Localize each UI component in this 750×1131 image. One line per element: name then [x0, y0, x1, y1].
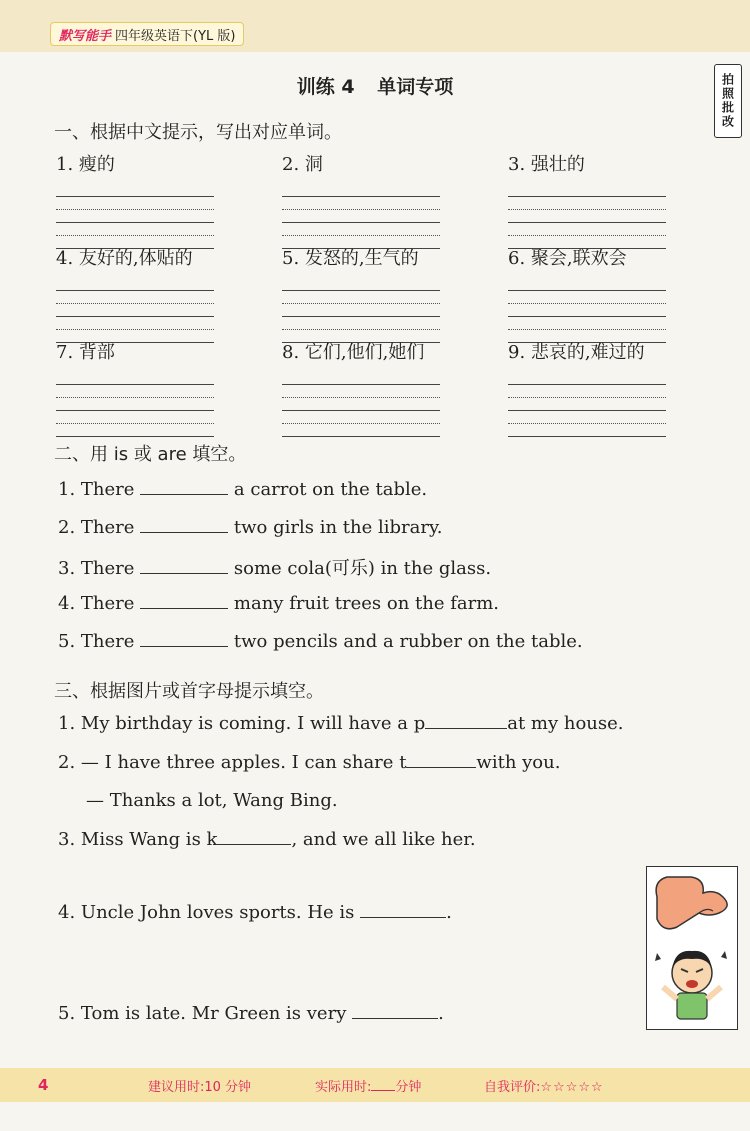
vocab-number: 5. [282, 248, 300, 269]
sentence-end: , and we all like her. [291, 829, 476, 850]
topic-label: 单词专项 [377, 76, 454, 98]
actual-time-suffix: 分钟 [395, 1080, 422, 1095]
vocab-prompt: 它们,他们,她们 [304, 342, 425, 363]
page-number: 4 [38, 1076, 49, 1094]
answer-blank[interactable] [352, 1002, 438, 1019]
sentence-end: a carrot on the table. [233, 479, 428, 500]
actual-time [315, 1076, 421, 1095]
sentence-row [58, 554, 491, 580]
angry-boy-icon [647, 939, 737, 1029]
sentence-number: 5. [58, 631, 76, 652]
answer-blank[interactable] [140, 557, 228, 574]
answer-blank[interactable] [140, 630, 228, 647]
vocab-number: 7. [56, 342, 74, 363]
vocab-prompt: 友好的,体贴的 [78, 248, 193, 269]
vocab-prompt: 瘦的 [78, 154, 115, 175]
answer-blank[interactable] [140, 478, 228, 495]
vocab-prompt: 强壮的 [530, 154, 585, 175]
actual-time-blank[interactable] [371, 1078, 395, 1091]
vocab-item [508, 150, 585, 176]
vocab-prompt: 聚会,联欢会 [530, 248, 627, 269]
brand-label: 默写能手 [59, 28, 112, 44]
answer-lines[interactable] [508, 184, 666, 249]
sentence-end: at my house. [507, 713, 624, 734]
sentence-row [58, 630, 583, 652]
sentence-number: 2. [58, 517, 76, 538]
vocab-number: 3. [508, 154, 526, 175]
sentence-end: with you. [476, 752, 561, 773]
sentence-end: two pencils and a rubber on the table. [233, 631, 583, 652]
answer-blank[interactable] [425, 712, 507, 729]
vocab-prompt: 背部 [78, 342, 115, 363]
vocab-item [282, 150, 323, 176]
sentence-row [58, 828, 476, 850]
vocab-number: 1. [56, 154, 74, 175]
answer-lines[interactable] [56, 278, 214, 343]
vocab-item [282, 338, 424, 364]
vocab-item [56, 338, 115, 364]
sentence-row [86, 790, 338, 811]
hint-letter: t [399, 752, 407, 773]
sentence-end: . [446, 902, 452, 923]
book-tag [50, 22, 244, 46]
sentence-start: Miss Wang is [80, 829, 201, 850]
sentence-start: There [80, 558, 135, 579]
sentence-number: 3. [58, 558, 76, 579]
sentence-number: 3. [58, 829, 76, 850]
answer-blank[interactable] [217, 828, 291, 845]
vocab-number: 6. [508, 248, 526, 269]
sentence-end: many fruit trees on the farm. [233, 593, 500, 614]
actual-time-prefix: 实际用时: [315, 1080, 372, 1095]
vocab-number: 8. [282, 342, 300, 363]
answer-lines[interactable] [56, 184, 214, 249]
answer-lines[interactable] [508, 278, 666, 343]
hint-letter: k [206, 829, 218, 850]
book-label: 四年级英语下(YL 版) [115, 28, 236, 44]
vocab-number: 2. [282, 154, 300, 175]
sentence-number: 1. [58, 713, 76, 734]
answer-lines[interactable] [282, 372, 440, 437]
vocab-item [56, 244, 193, 270]
sentence-start: There [80, 479, 135, 500]
sentence-row [58, 1002, 444, 1024]
vocab-item [508, 244, 627, 270]
sentence-start: There [80, 593, 135, 614]
answer-blank[interactable] [140, 516, 228, 533]
section2-heading: 二、用 is 或 are 填空。 [54, 444, 247, 465]
sentence-start: There [80, 517, 135, 538]
rating-stars[interactable]: ☆☆☆☆☆ [540, 1080, 604, 1095]
sentence-row [58, 751, 560, 773]
lesson-label: 训练 4 [296, 76, 355, 98]
header-bar [0, 0, 750, 52]
sentence-end: some cola(可乐) in the glass. [233, 558, 492, 579]
vocab-prompt: 悲哀的,难过的 [530, 342, 645, 363]
vocab-item [282, 244, 419, 270]
sentence-number: 2. [58, 752, 76, 773]
sentence-start: — I have three apples. I can share [80, 752, 394, 773]
section1-heading: 一、根据中文提示，写出对应单词。 [54, 122, 342, 143]
answer-blank[interactable] [140, 592, 228, 609]
answer-lines[interactable] [56, 372, 214, 437]
vocab-item [508, 338, 645, 364]
page-title [0, 72, 750, 99]
sentence-row [58, 478, 427, 500]
sentence-row [58, 516, 442, 538]
picture-box [646, 866, 738, 1030]
sentence-start: Tom is late. Mr Green is very [80, 1003, 347, 1024]
suggested-time: 建议用时:10 分钟 [148, 1080, 252, 1095]
self-eval-label: 自我评价: [484, 1080, 541, 1095]
vocab-item [56, 150, 115, 176]
sentence-number: 5. [58, 1003, 76, 1024]
vocab-number: 9. [508, 342, 526, 363]
sentence-number: 4. [58, 902, 76, 923]
sentence-start: My birthday is coming. I will have a [80, 713, 408, 734]
sentence-start: There [80, 631, 135, 652]
answer-lines[interactable] [282, 184, 440, 249]
vocab-prompt: 洞 [304, 154, 323, 175]
sentence-row [58, 592, 499, 614]
sentence-end: two girls in the library. [233, 517, 443, 538]
answer-lines[interactable] [508, 372, 666, 437]
answer-blank[interactable] [406, 751, 476, 768]
vocab-number: 4. [56, 248, 74, 269]
sentence-number: 1. [58, 479, 76, 500]
self-evaluation [484, 1076, 604, 1095]
sentence-row [58, 712, 624, 734]
footer-bar [0, 1068, 750, 1102]
sentence-start: — Thanks a lot, Wang Bing. [86, 790, 338, 811]
answer-blank[interactable] [360, 901, 446, 918]
sentence-start: Uncle John loves sports. He is [80, 902, 355, 923]
photo-correct-tab[interactable]: 拍照批改 [714, 64, 742, 138]
hint-letter: p [413, 713, 426, 734]
vocab-prompt: 发怒的,生气的 [304, 248, 419, 269]
answer-lines[interactable] [282, 278, 440, 343]
section3-heading: 三、根据图片或首字母提示填空。 [54, 681, 324, 702]
sentence-number: 4. [58, 593, 76, 614]
sentence-row [58, 901, 452, 923]
sentence-end: . [438, 1003, 444, 1024]
